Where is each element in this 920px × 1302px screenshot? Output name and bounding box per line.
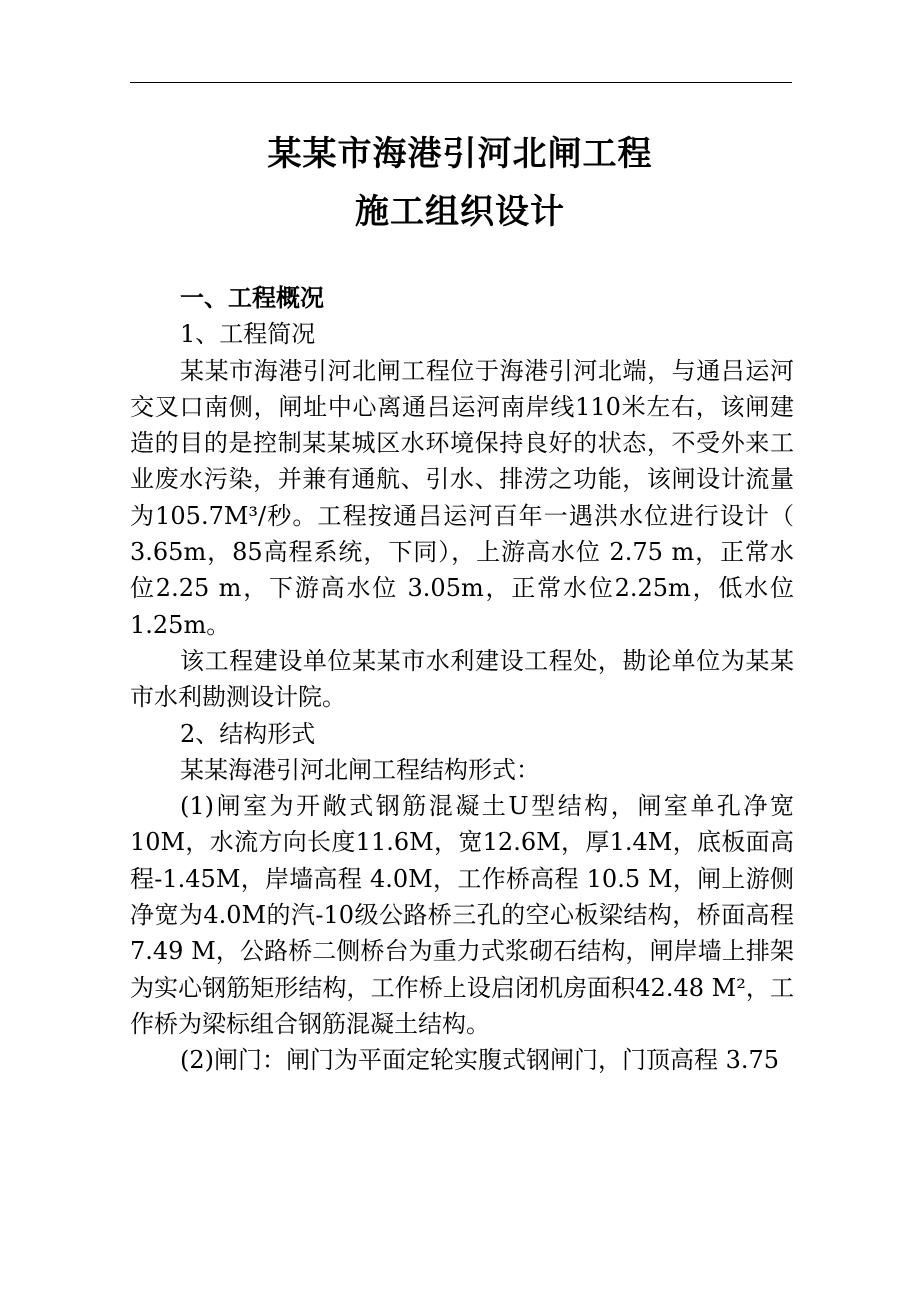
subsection1-heading: 1、工程简况 (180, 320, 316, 349)
document-title-line1: 某某市海港引河北闸工程 (267, 134, 653, 174)
document-title-line2: 施工组织设计 (355, 192, 565, 232)
paragraph-gate-chamber: (1)闸室为开敞式钢筋混凝土U型结构，闸室单孔净宽10M，水流方向长度11.6M，宽12.6M，厚1.4M，底板面高程-1.45M，岸墙高程 4.0M，工作桥高程 10.5 M，闸上游侧净宽为4.0M的汽-10级公路桥三孔的空心板梁结构，桥面高程7.49 M，公路桥二侧桥台为重力式浆砌石结构，闸岸墙上排架为实心钢筋矩形结构，工作桥上设启闭机房面积42.48 M²，工作桥为梁标组合钢筋混凝土结构。 (130, 792, 794, 1038)
header-rule (130, 82, 792, 83)
document-body (130, 280, 794, 1079)
paragraph-construction-units: 该工程建设单位某某市水利建设工程处，勘论单位为某某市水利勘测设计院。 (130, 646, 794, 712)
section1-heading: 一、工程概况 (180, 284, 324, 312)
paragraph-gate: (2)闸门：闸门为平面定轮实腹式钢闸门，门顶高程 3.75 (180, 1046, 780, 1075)
paragraph-structure-intro: 某某海港引河北闸工程结构形式： (180, 755, 540, 784)
subsection2-heading: 2、结构形式 (180, 719, 316, 748)
paragraph-project-overview: 某某市海港引河北闸工程位于海港引河北端，与通吕运河交叉口南侧，闸址中心离通吕运河南岸线110米左右，该闸建造的目的是控制某某城区水环境保持良好的状态，不受外来工业废水污染，并兼有通航、引水、排涝之功能，该闸设计流量为105.7M³/秒。工程按通吕运河百年一遇洪水位进行设计（ 3.65m，85高程系统，下同），上游高水位 2.75 m，正常水位2.25 m，下游高水位 3.05m，正常水位2.25m，低水位1.25m。 (130, 356, 794, 639)
